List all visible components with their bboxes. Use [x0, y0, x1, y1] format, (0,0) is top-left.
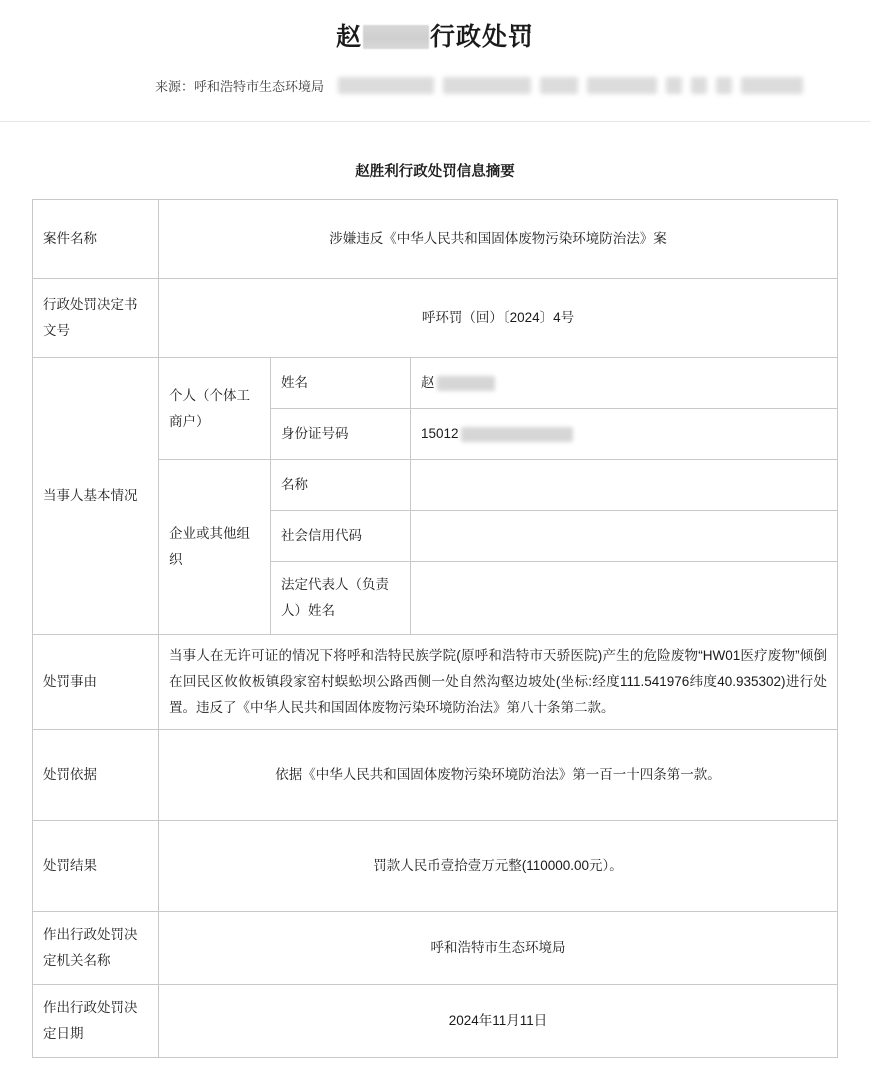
date-label: 作出行政处罚决定日期	[33, 985, 159, 1058]
credit-code-value	[411, 511, 838, 562]
basis-value: 依据《中华人民共和国固体废物污染环境防治法》第一百一十四条第一款。	[159, 730, 838, 821]
individual-label: 个人（个体工商户）	[159, 358, 271, 460]
redaction-block-source-6	[691, 77, 707, 94]
redaction-block-title	[363, 25, 429, 49]
doc-number-label: 行政处罚决定书文号	[33, 279, 159, 358]
penalty-table-wrapper	[0, 199, 870, 1084]
credit-code-label: 社会信用代码	[271, 511, 411, 562]
page-title-prefix: 赵	[335, 23, 362, 51]
page-title-suffix: 行政处罚	[430, 23, 535, 51]
table-row-date	[33, 985, 838, 1058]
name-value: 赵	[421, 375, 435, 390]
basis-label: 处罚依据	[33, 730, 159, 821]
org-name-label: 名称	[271, 460, 411, 511]
table-row-authority	[33, 912, 838, 985]
date-value: 2024年11月11日	[159, 985, 838, 1058]
source-label: 来源：呼和浩特市生态环境局	[155, 79, 325, 94]
summary-title: 赵胜利行政处罚信息摘要	[355, 164, 515, 180]
document-header	[0, 0, 870, 122]
redaction-block-source-7	[716, 77, 732, 94]
case-name-label: 案件名称	[33, 200, 159, 279]
redaction-block-id	[461, 427, 573, 442]
name-label: 姓名	[271, 358, 411, 409]
party-info-label: 当事人基本情况	[33, 358, 159, 635]
id-value-cell	[411, 409, 838, 460]
source-line	[0, 76, 870, 121]
case-name-value: 涉嫌违反《中华人民共和国固体废物污染环境防治法》案	[159, 200, 838, 279]
legal-rep-value	[411, 562, 838, 635]
table-row-case-name	[33, 200, 838, 279]
id-value: 15012	[421, 426, 459, 441]
reason-label: 处罚事由	[33, 635, 159, 730]
name-value-cell	[411, 358, 838, 409]
page-title	[0, 20, 870, 54]
redaction-block-source-8	[741, 77, 803, 94]
legal-rep-label: 法定代表人（负责人）姓名	[271, 562, 411, 635]
redaction-block-source-4	[587, 77, 657, 94]
table-row-doc-number	[33, 279, 838, 358]
table-row-individual-name	[33, 358, 838, 409]
organization-label: 企业或其他组织	[159, 460, 271, 635]
reason-value: 当事人在无许可证的情况下将呼和浩特民族学院(原呼和浩特市天骄医院)产生的危险废物“HW01医疗废物”倾倒在回民区攸攸板镇段家窑村蜈蚣坝公路西侧一处自然沟壑边坡处(坐标:经度111.541976纬度40.935302)进行处置。违反了《中华人民共和国固体废物污染环境防治法》第八十条第二款。	[159, 635, 838, 730]
table-row-basis	[33, 730, 838, 821]
redaction-block-source-1	[338, 77, 434, 94]
redaction-block-name	[437, 376, 495, 391]
id-label: 身份证号码	[271, 409, 411, 460]
authority-label: 作出行政处罚决定机关名称	[33, 912, 159, 985]
result-label: 处罚结果	[33, 821, 159, 912]
table-row-result	[33, 821, 838, 912]
result-value: 罚款人民币壹拾壹万元整(110000.00元）。	[159, 821, 838, 912]
table-row-reason	[33, 635, 838, 730]
doc-number-value: 呼环罚（回）〔2024〕4号	[159, 279, 838, 358]
org-name-value	[411, 460, 838, 511]
redaction-block-source-3	[540, 77, 578, 94]
redaction-block-source-2	[443, 77, 531, 94]
authority-value: 呼和浩特市生态环境局	[159, 912, 838, 985]
redaction-block-source-5	[666, 77, 682, 94]
source-redaction-group	[338, 77, 803, 94]
penalty-info-table	[32, 199, 838, 1058]
